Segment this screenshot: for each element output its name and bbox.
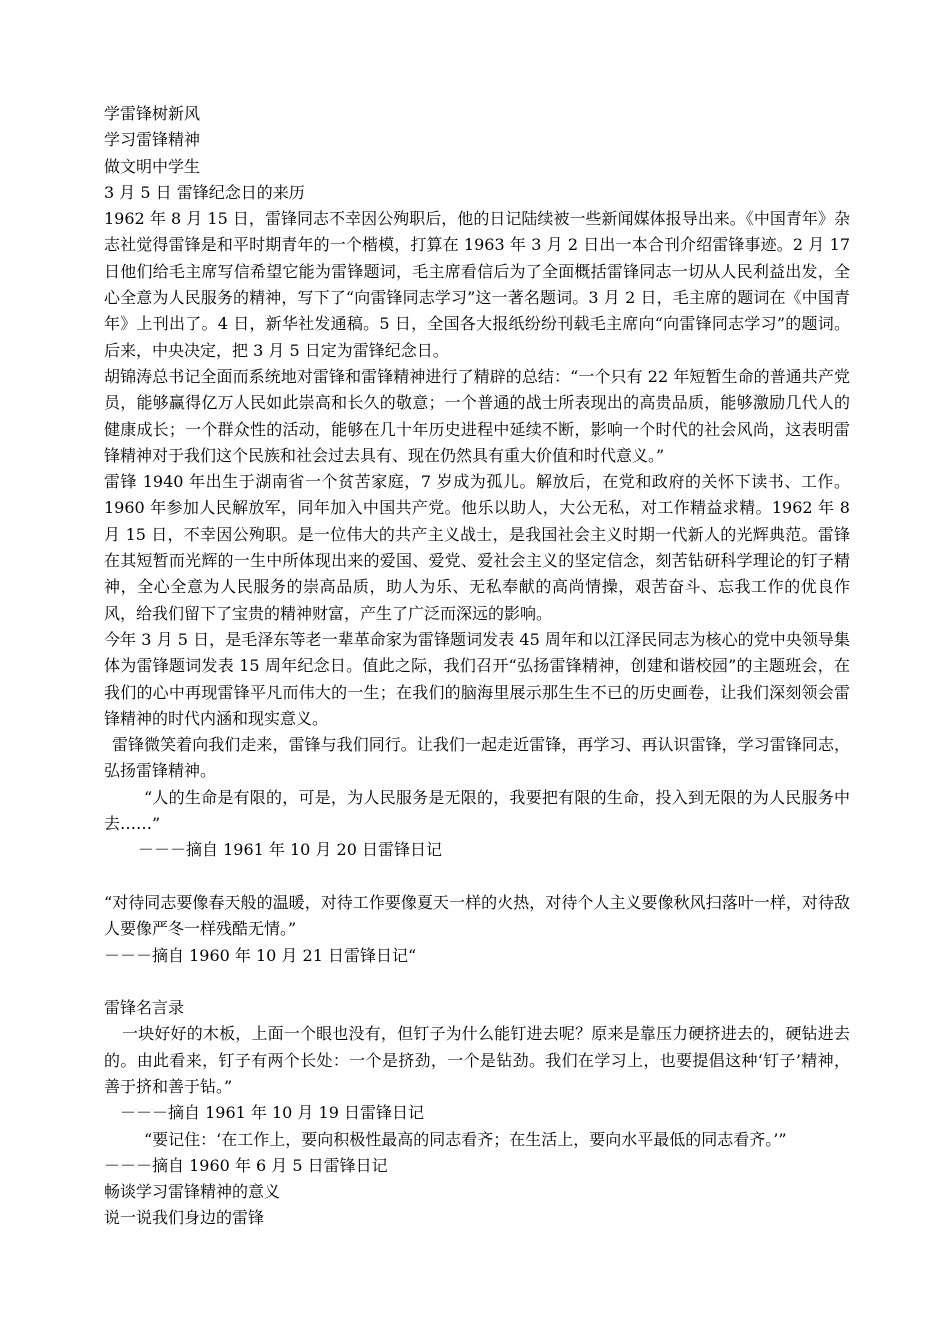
document-body xyxy=(104,101,850,1232)
paragraph-biography: 雷锋 1940 年出生于湖南省一个贫苦家庭，7 岁成为孤儿。解放后，在党和政府的关怀下读书、工作。1960 年参加人民解放军，同年加入中国共产党。他乐以助人，大公无私，对工作精益求精。1962 年 8 月 15 日，不幸因公殉职。是一位伟大的共产主义战士，是我国社会主义时期一代新人的光辉典范。雷锋在其短暂而光辉的一生中所体现出来的爱国、爱党、爱社会主义的坚定信念，刻苦钻研科学理论的钉子精神，全心全意为人民服务的崇高品质，助人为乐、无私奉献的高尚情操，艰苦奋斗、忘我工作的优良作风，给我们留下了宝贵的精神财富，产生了广泛而深远的影响。 xyxy=(104,472,850,623)
paragraph-invitation: 雷锋微笑着向我们走来，雷锋与我们同行。让我们一起走近雷锋，再学习、再认识雷锋，学习雷锋同志，弘扬雷锋精神。 xyxy=(104,735,850,781)
title-line-3: 做文明中学生 xyxy=(104,156,201,176)
quotes-heading: 雷锋名言录 xyxy=(104,998,185,1018)
quote-4-source: －－－摘自 1960 年 6 月 5 日雷锋日记 xyxy=(104,1155,388,1175)
quote-3-source: －－－摘自 1961 年 10 月 19 日雷锋日记 xyxy=(120,1103,424,1123)
section-heading: 3 月 5 日 雷锋纪念日的来历 xyxy=(104,182,305,202)
quote-2-source: －－－摘自 1960 年 10 月 21 日雷锋日记“ xyxy=(104,945,417,965)
title-line-2: 学习雷锋精神 xyxy=(104,130,201,150)
discussion-topic-2: 说一说我们身边的雷锋 xyxy=(104,1208,265,1228)
blank-line xyxy=(104,864,850,890)
blank-line xyxy=(104,969,850,995)
quote-3: 一块好好的木板，上面一个眼也没有，但钉子为什么能钉进去呢？原来是靠压力硬挤进去的，硬钻进去的。由此看来，钉子有两个长处：一个是挤劲，一个是钻劲。我们在学习上，也要提倡这种‘钉子’精神，善于挤和善于钻。” xyxy=(104,1024,850,1096)
title-line-1: 学雷锋树新风 xyxy=(104,104,201,123)
paragraph-anniversary: 今年 3 月 5 日，是毛泽东等老一辈革命家为雷锋题词发表 45 周年和以江泽民同志为核心的党中央领导集体为雷锋题词发表 15 周年纪念日。值此之际，我们召开“弘扬雷锋精神，创建和谐校园”的主题班会，在我们的心中再现雷锋平凡而伟大的一生；在我们的脑海里展示那生生不已的历史画卷，让我们深刻领会雷锋精神的时代内涵和现实意义。 xyxy=(104,629,850,728)
quote-1: “人的生命是有限的，可是，为人民服务是无限的，我要把有限的生命，投入到无限的为人民服务中去……” xyxy=(104,787,850,834)
discussion-topic-1: 畅谈学习雷锋精神的意义 xyxy=(104,1182,281,1202)
quote-1-source: －－－摘自 1961 年 10 月 20 日雷锋日记 xyxy=(138,840,442,860)
quote-2: “对待同志要像春天般的温暖，对待工作要像夏天一样的火热，对待个人主义要像秋风扫落叶一样，对待敌人要像严冬一样残酷无情。” xyxy=(104,892,850,939)
quote-4: “要记住：‘在工作上，要向积极性最高的同志看齐；在生活上，要向水平最低的同志看齐。’” xyxy=(144,1129,787,1149)
paragraph-summary: 胡锦涛总书记全面而系统地对雷锋和雷锋精神进行了精辟的总结：“一个只有 22 年短暂生命的普通共产党员，能够赢得亿万人民如此崇高和长久的敬意；一个普通的战士所表现出的高贵品质，能够激励几代人的健康成长；一个群众性的活动，能够在几十年历史进程中延续不断，影响一个时代的社会风尚，这表明雷锋精神对于我们这个民族和社会过去具有、现在仍然具有重大价值和时代意义。” xyxy=(104,366,850,465)
paragraph-history: 1962 年 8 月 15 日，雷锋同志不幸因公殉职后，他的日记陆续被一些新闻媒体报导出来。《中国青年》杂志社觉得雷锋是和平时期青年的一个楷模，打算在 1963 年 3 月 2 日出一本合刊介绍雷锋事迹。2 月 17 日他们给毛主席写信希望它能为雷锋题词，毛主席看信后为了全面概括雷锋同志一切从人民利益出发，全心全意为人民服务的精神，写下了“向雷锋同志学习”这一著名题词。3 月 2 日，毛主席的题词在《中国青年》上刊出了。4 日，新华社发通稿。5 日，全国各大报纸纷纷刊载毛主席向“向雷锋同志学习”的题词。后来，中央决定，把 3 月 5 日定为雷锋纪念日。 xyxy=(104,209,850,360)
